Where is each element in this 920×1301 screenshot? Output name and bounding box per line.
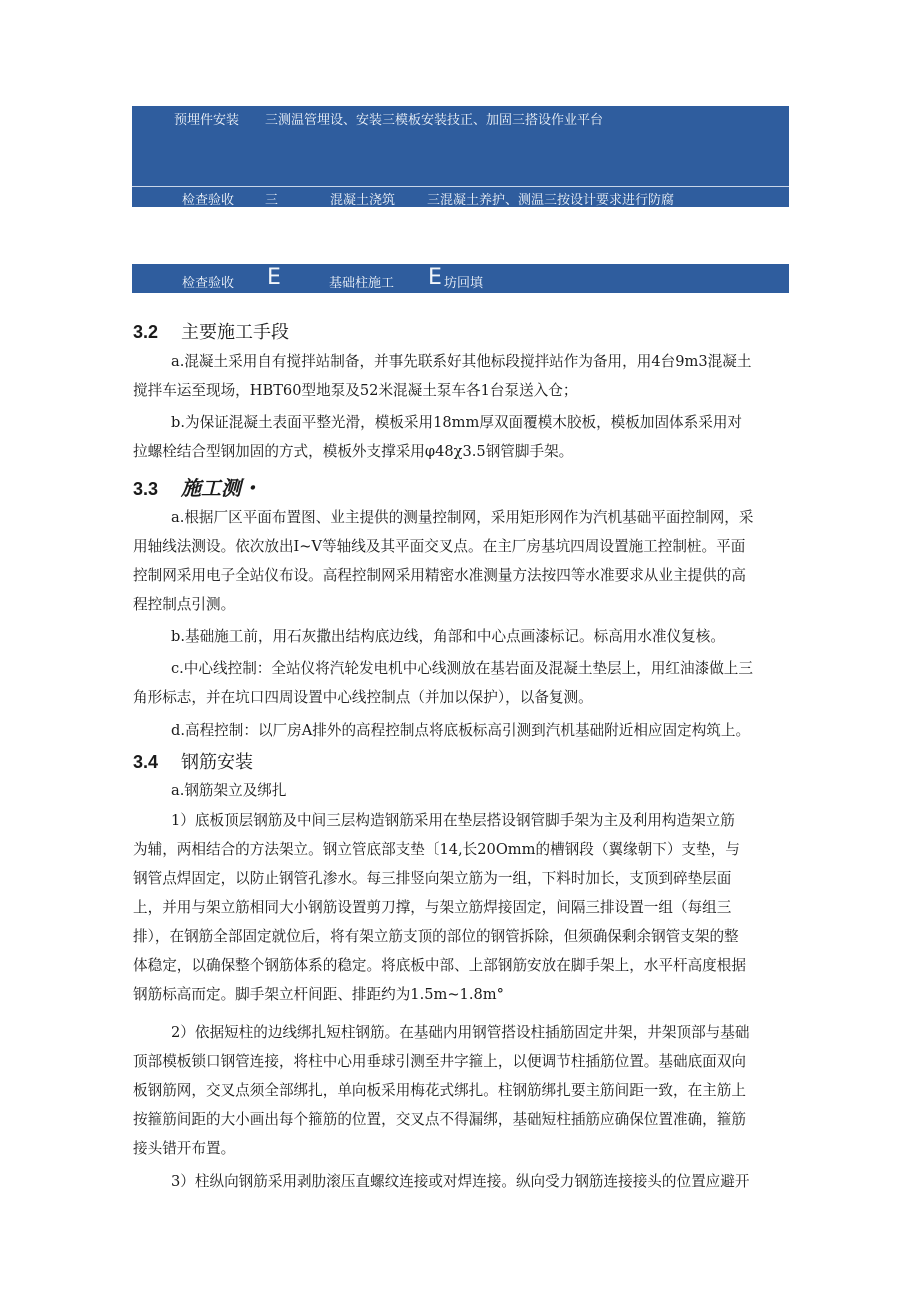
section-3-3-para-b (133, 622, 793, 651)
para-line: 搅拌车运至现场，HBT60型地泵及52米混凝土泵车各1台泵送入仓； (133, 382, 578, 399)
section-3-2-heading (133, 318, 289, 344)
section-3-4-heading (133, 748, 253, 774)
band-row3-marker-2: E (428, 265, 442, 290)
para-line: 上，并用与架立筋相同大小钢筋设置剪刀撑，与架立筋焊接固定，间隔三排设置一组（每组三 (133, 899, 732, 916)
para-line: 钢管点焊固定，以防止钢管孔渗水。每三排竖向架立筋为一组，下料时加长，支顶到碎垫层面 (133, 870, 732, 887)
para-line: 2）依据短柱的边线绑扎短柱钢筋。在基础内用钢管搭设柱插筋固定井架，井架顶部与基础 (171, 1024, 750, 1041)
band-row1-col2: 三测温管埋设、安装三模板安装技正、加固三搭设作业平台 (265, 113, 604, 128)
section-3-4-item-1 (133, 806, 793, 1009)
para-line: a.混凝土采用自有搅拌站制备，并事先联系好其他标段搅拌站作为备用，用4台9m3混凝土 (171, 353, 752, 370)
section-3-4-sub-a (133, 776, 793, 805)
para-line: 排），在钢筋全部固定就位后，将有架立筋支顶的部位的钢管拆除，但须确保剩余钢管支架的整 (133, 928, 739, 945)
section-3-2-title: 主要施工手段 (181, 322, 289, 343)
para-line: 体稳定，以确保整个钢筋体系的稳定。将底板中部、上部钢筋安放在脚手架上，水平杆高度根据 (133, 957, 746, 974)
band-row3-col3: 坊回填 (444, 276, 484, 291)
section-3-2-para-b (133, 408, 793, 466)
section-3-3-para-c (133, 654, 793, 712)
para-line: c.中心线控制：全站仪将汽轮发电机中心线测放在基岩面及混凝土垫层上，用红油漆做上三 (171, 660, 753, 677)
band-row3-col1: 检查验收 (182, 276, 235, 291)
para-line: b.基础施工前，用石灰撒出结构底边线，角部和中心点画漆标记。标高用水准仪复核。 (171, 628, 725, 645)
section-3-4-number: 3.4 (133, 752, 159, 772)
band-row2-col2: 三 (265, 193, 279, 208)
para-line: 用轴线法测设。依次放出I~V等轴线及其平面交叉点。在主厂房基坑四周设置施工控制桩。平面 (133, 538, 746, 555)
para-line: 1）底板顶层钢筋及中间三层构造钢筋采用在垫层搭设钢管脚手架为主及利用构造架立筋 (171, 812, 735, 829)
band-row2-col1: 检查验收 (182, 193, 235, 208)
band-row3-marker-1: E (267, 265, 281, 290)
section-3-3-para-a (133, 503, 793, 619)
section-3-3-number: 3.3 (133, 479, 159, 499)
para-line: 拉螺栓结合型钢加固的方式，模板外支撑采用φ48χ3.5钢管脚手架。 (133, 443, 574, 460)
para-line: 为辅，两相结合的方法架立。钢立管底部支垫〔14,长20Omm的槽钢段（翼缘朝下）支垫，与 (133, 841, 740, 858)
para-line: a.根据厂区平面布置图、业主提供的测量控制网，采用矩形网作为汽机基础平面控制网，采 (171, 509, 754, 526)
table-band-lower (132, 264, 789, 293)
section-3-4-title: 钢筋安装 (181, 752, 253, 773)
table-band-upper (132, 106, 789, 207)
section-3-4-item-3 (133, 1167, 793, 1196)
para-line: 板钢筋网，交叉点须全部绑扎，单向板采用梅花式绑扎。柱钢筋绑扎要主筋间距一致，在主筋上 (133, 1082, 746, 1099)
section-3-3-para-d (133, 716, 793, 745)
para-line: 按箍筋间距的大小画出每个箍筋的位置，交叉点不得漏绑，基础短柱插筋应确保位置准确，箍筋 (133, 1111, 746, 1128)
section-3-3-title: 施工测・ (181, 476, 261, 500)
band-divider (132, 186, 789, 187)
section-3-2-number: 3.2 (133, 322, 159, 342)
para-line: a.钢筋架立及绑扎 (171, 782, 287, 799)
para-line: d.高程控制：以厂房A排外的高程控制点将底板标高引测到汽机基础附近相应固定构筑上。 (171, 722, 751, 739)
para-line: 控制网采用电子全站仪布设。高程控制网采用精密水准测量方法按四等水准要求从业主提供的高 (133, 567, 746, 584)
para-line: 顶部模板锁口钢管连接，将柱中心用垂球引测至井字箍上，以便调节柱插筋位置。基础底面双向 (133, 1053, 746, 1070)
para-line: b.为保证混凝土表面平整光滑，模板采用18mm厚双面覆模木胶板，模板加固体系采用对 (171, 414, 743, 431)
para-line: 程控制点引测。 (133, 596, 236, 613)
para-line: 接头错开布置。 (133, 1140, 236, 1157)
para-line: 3）柱纵向钢筋采用剥肋滚压直螺纹连接或对焊连接。纵向受力钢筋连接接头的位置应避开 (171, 1173, 750, 1190)
band-row2-col4: 三混凝土养护、测温三按设计要求进行防腐 (427, 193, 675, 208)
band-row1-col1: 预埋件安装 (174, 113, 240, 128)
band-row3-col2: 基础柱施工 (329, 276, 395, 291)
section-3-4-item-2 (133, 1018, 793, 1163)
band-row2-col3: 混凝土浇筑 (330, 193, 396, 208)
para-line: 角形标志，并在坑口四周设置中心线控制点（并加以保护），以备复测。 (133, 689, 593, 706)
para-line: 钢筋标高而定。脚手架立杆间距、排距约为1.5m~1.8m° (133, 986, 504, 1003)
section-3-2-para-a (133, 347, 793, 405)
section-3-3-heading (133, 472, 261, 501)
